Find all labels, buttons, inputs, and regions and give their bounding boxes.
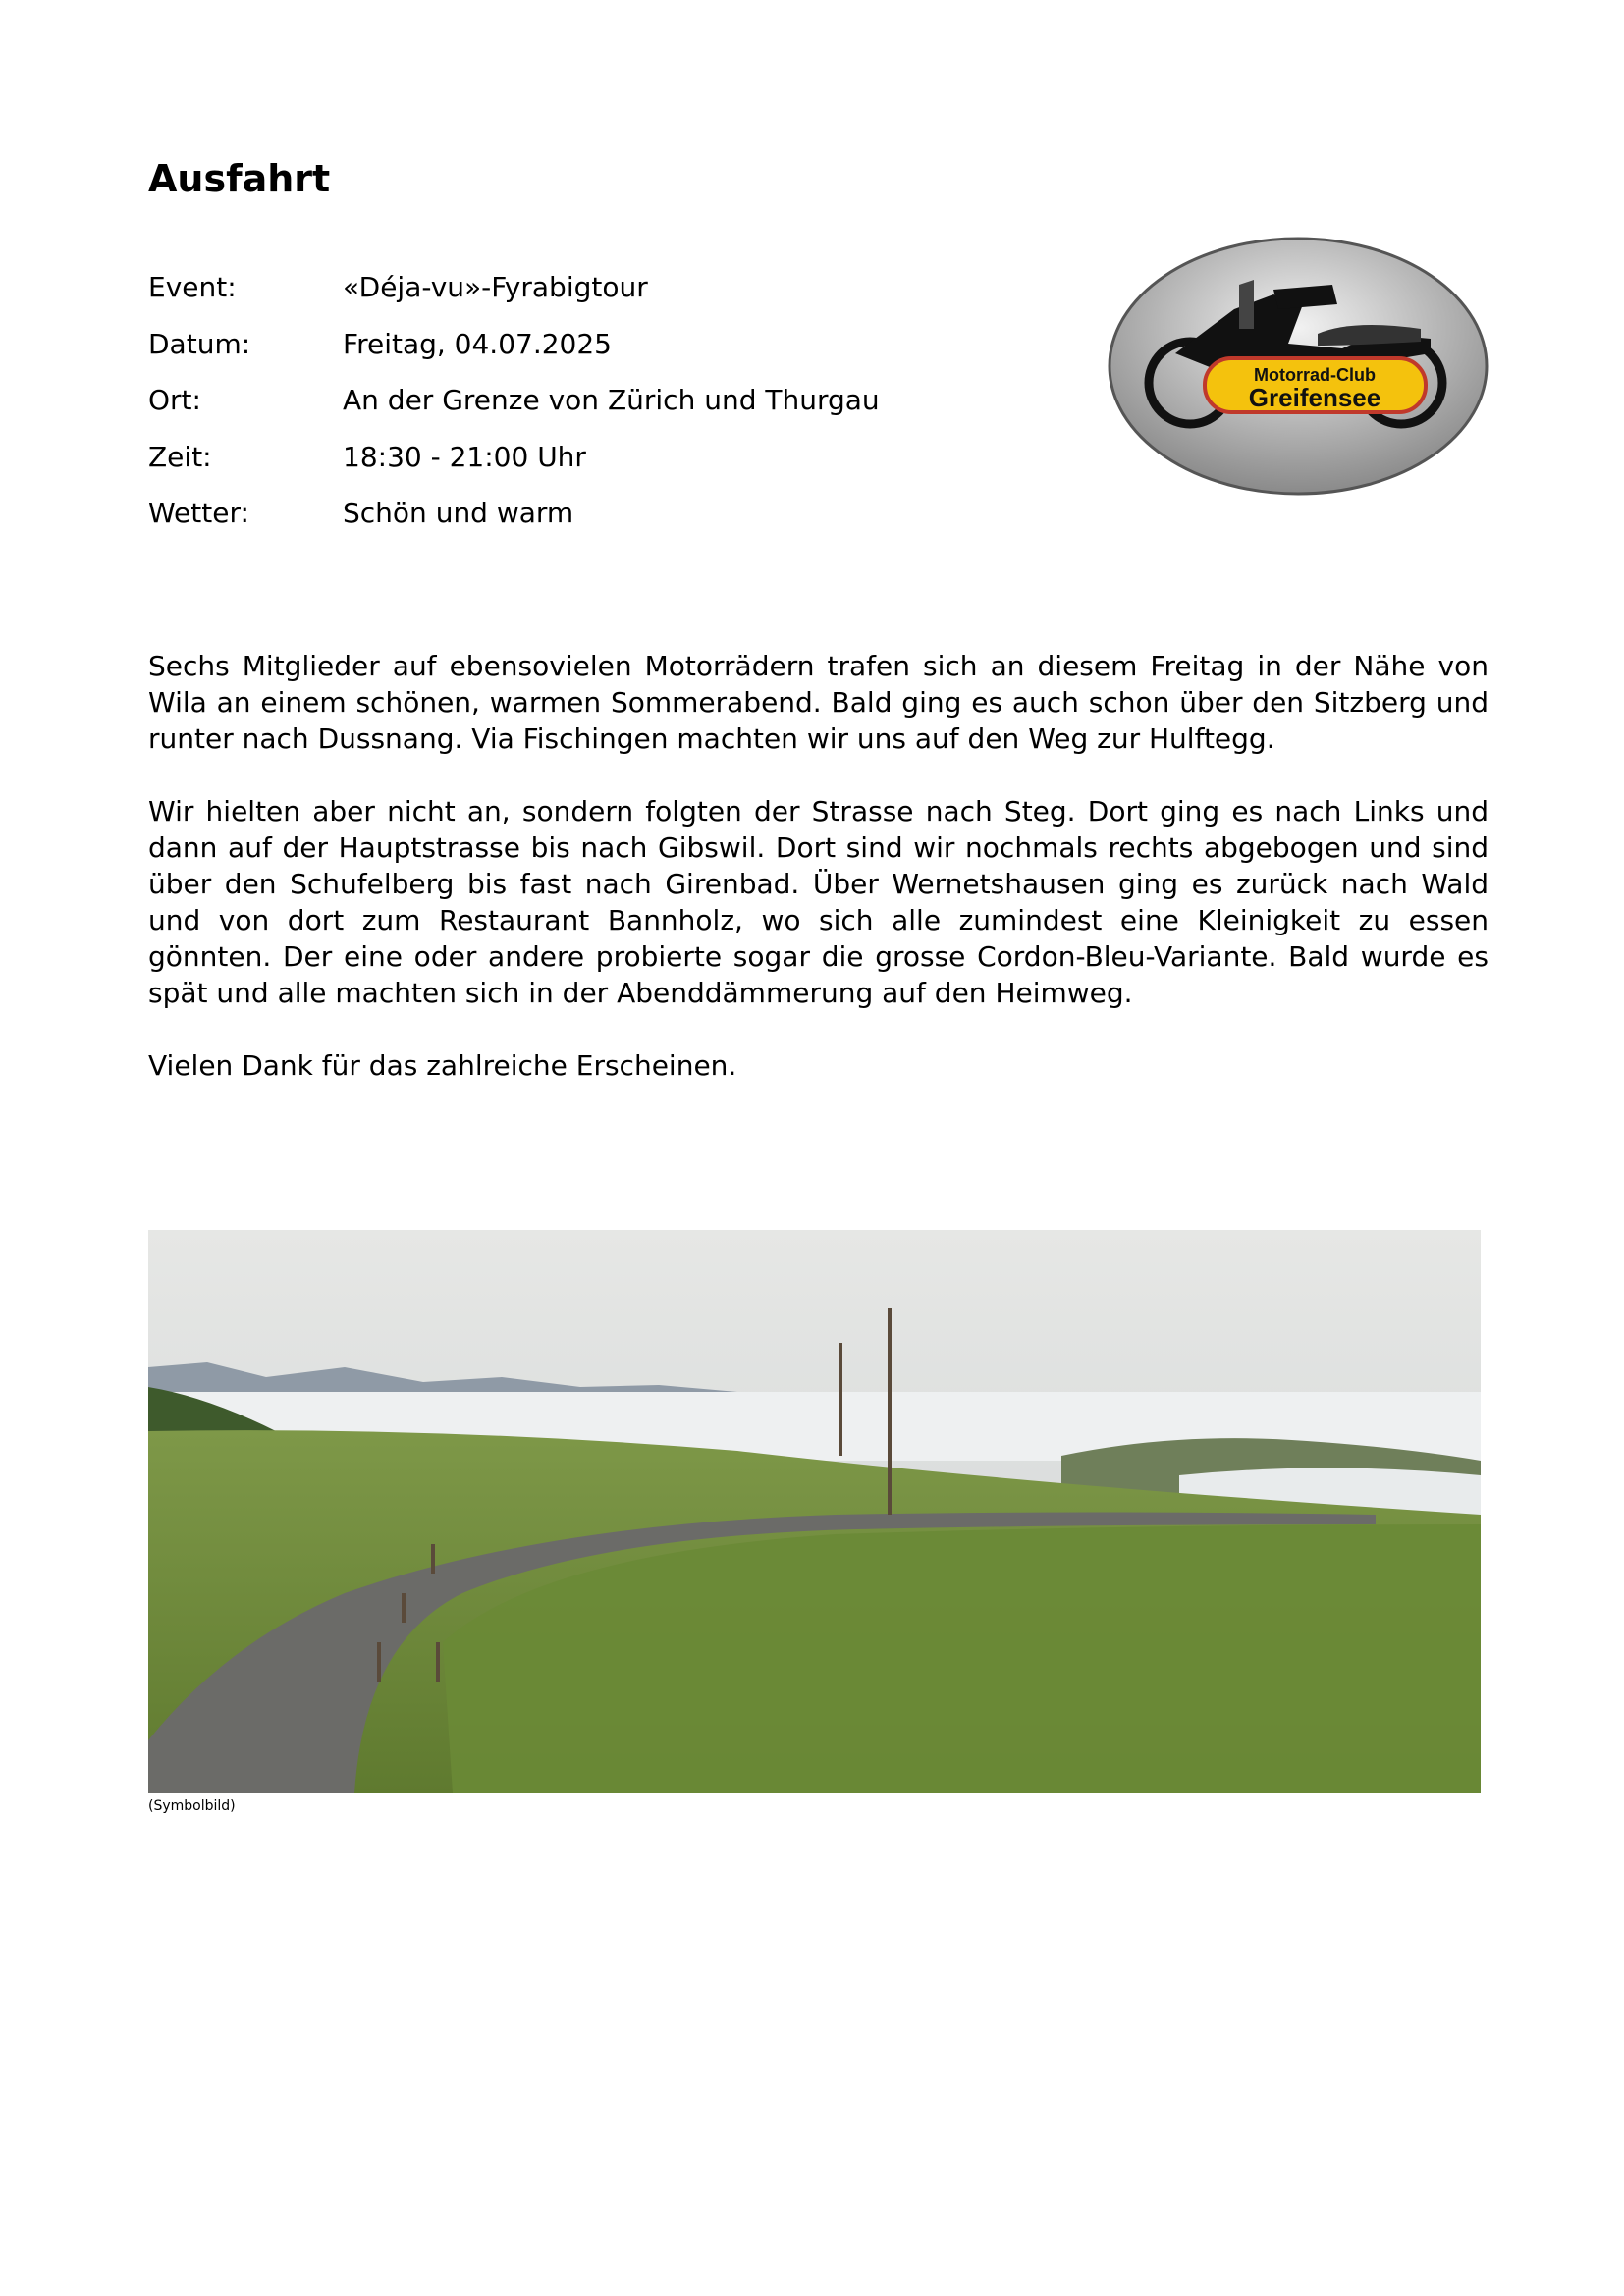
landscape-photo xyxy=(148,1230,1481,1793)
info-row-weather xyxy=(148,497,880,554)
logo-line-2: Greifensee xyxy=(1248,383,1381,412)
logo-line-1: Motorrad-Club xyxy=(1254,365,1376,385)
location-label: Ort: xyxy=(148,384,201,416)
report-text xyxy=(148,648,1489,1120)
weather-value: Schön und warm xyxy=(343,497,574,529)
location-value: An der Grenze von Zürich und Thurgau xyxy=(343,384,880,416)
info-row-event xyxy=(148,271,880,328)
date-value: Freitag, 04.07.2025 xyxy=(343,327,612,360)
time-label: Zeit: xyxy=(148,440,212,473)
paragraph: Sechs Mitglieder auf ebensovielen Motorrädern trafen sich an diesem Freitag in der Nähe von Wila an einem schönen, warmen Sommerabend. Bald ging es auch schon über den Sitzberg und runter nach Dussnang. Via Fischingen machten wir uns auf den Weg zur Hulftegg. xyxy=(148,650,1489,755)
weather-label: Wetter: xyxy=(148,497,249,529)
info-row-time xyxy=(148,441,880,498)
info-row-date xyxy=(148,328,880,385)
date-label: Datum: xyxy=(148,327,251,360)
event-label: Event: xyxy=(148,271,237,303)
paragraph: Vielen Dank für das zahlreiche Erscheinen. xyxy=(148,1049,737,1082)
event-value: «Déja-vu»-Fyrabigtour xyxy=(343,271,648,303)
paragraph: Wir hielten aber nicht an, sondern folgten der Strasse nach Steg. Dort ging es nach Links und dann auf der Hauptstrasse bis nach Gibswil. Dort sind wir nochmals rechts abgebogen und sind über den Schufelberg bis fast nach Girenbad. Über Wernetshausen ging es zurück nach Wald und von dort zum Restaurant Bannholz, wo sich alle zumindest eine Kleinigkeit zu essen gönnten. Der eine oder andere probierte sogar die grosse Cordon-Bleu-Variante. Bald wurde es spät und alle machten sich in der Abenddämmerung auf den Heimweg. xyxy=(148,795,1489,1009)
club-logo xyxy=(1107,236,1489,497)
page-title: Ausfahrt xyxy=(148,157,331,200)
event-info xyxy=(148,271,880,554)
photo-caption: (Symbolbild) xyxy=(148,1798,236,1814)
time-value: 18:30 - 21:00 Uhr xyxy=(343,440,586,473)
info-row-location xyxy=(148,384,880,441)
